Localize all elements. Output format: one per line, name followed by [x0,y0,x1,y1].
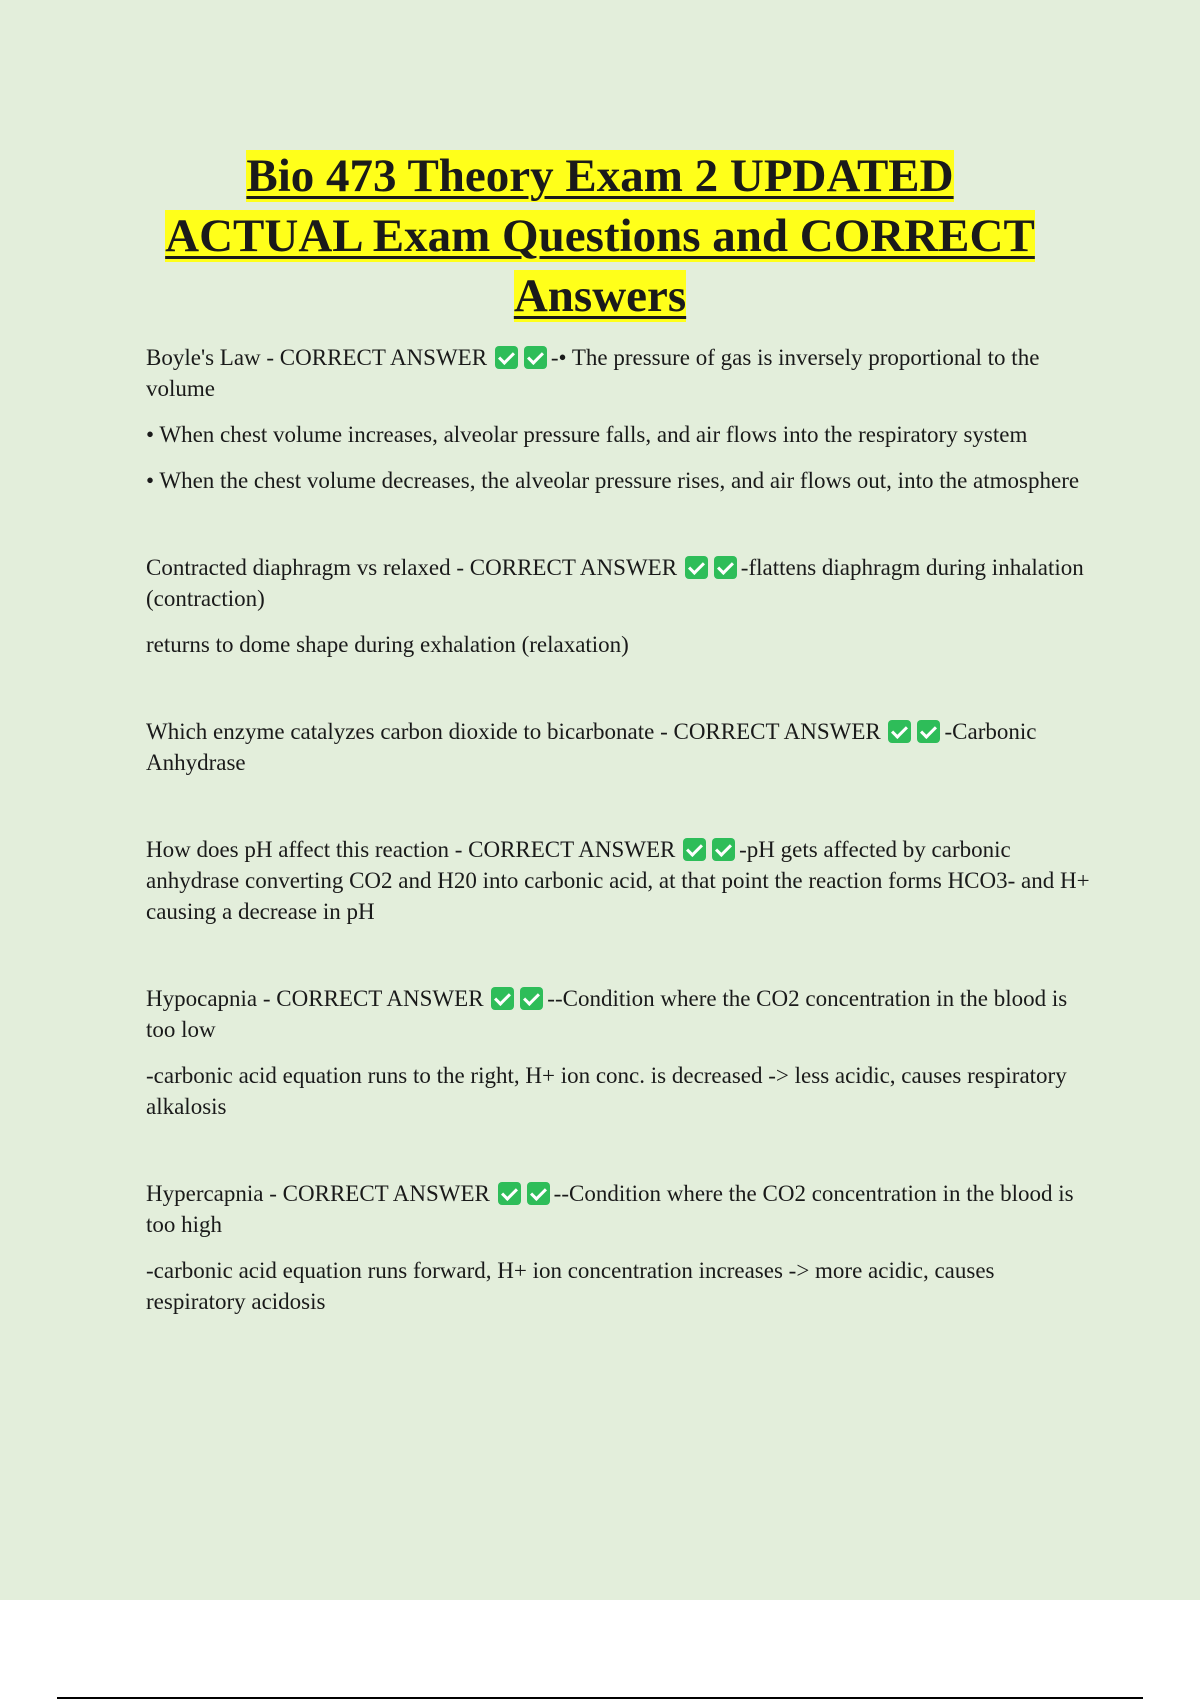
checkmark-icon [888,720,911,743]
title-line-1: Bio 473 Theory Exam 2 UPDATED [246,150,954,202]
checkmark-icon [917,720,940,743]
qa-entry [146,1178,1096,1240]
answer-text: -Carbonic Anhydrase [146,719,1037,775]
answer-detail: -carbonic acid equation runs to the right, H+ ion conc. is decreased -> less acidic, causes respiratory alkalosis [146,1063,1067,1119]
question-text: Which enzyme catalyzes carbon dioxide to bicarbonate - CORRECT ANSWER [146,719,881,744]
checkmark-icon [498,1182,521,1205]
qa-entry [146,716,1096,778]
qa-item [146,983,1096,1122]
title-line-3: Answers [513,270,687,322]
qa-entry [146,983,1096,1045]
checkmark-icon [495,346,518,369]
qa-item [146,552,1096,660]
checkmark-icon [524,346,547,369]
answer-text: --Condition where the CO2 concentration in the blood is too low [146,986,1068,1042]
qa-entry [146,834,1096,927]
qa-entry [146,552,1096,614]
checkmark-icon [714,556,737,579]
question-text: Contracted diaphragm vs relaxed - CORRECT ANSWER [146,555,678,580]
qa-entry [146,342,1096,404]
page-title [120,146,1080,326]
answer-detail: • When the chest volume decreases, the alveolar pressure rises, and air flows out, into the atmosphere [146,468,1080,493]
question-text: Hypocapnia - CORRECT ANSWER [146,986,484,1011]
qa-list [146,342,1096,1373]
question-text: Hypercapnia - CORRECT ANSWER [146,1181,490,1206]
title-line-2: ACTUAL Exam Questions and CORRECT [165,210,1035,262]
answer-detail: returns to dome shape during exhalation (relaxation) [146,632,629,657]
answer-text: -flattens diaphragm during inhalation (contraction) [146,555,1084,611]
answer-text: --Condition where the CO2 concentration in the blood is too high [146,1181,1074,1237]
answer-text: -• The pressure of gas is inversely proportional to the volume [146,345,1040,401]
answer-text: -pH gets affected by carbonic anhydrase converting CO2 and H20 into carbonic acid, at that point the reaction forms HCO3- and H+ causing a decrease in pH [146,837,1090,924]
answer-detail: -carbonic acid equation runs forward, H+ ion concentration increases -> more acidic, causes respiratory acidosis [146,1258,995,1314]
question-text: Boyle's Law - CORRECT ANSWER [146,345,488,370]
checkmark-icon [527,1182,550,1205]
checkmark-icon [712,838,735,861]
qa-item [146,716,1096,778]
qa-item [146,834,1096,927]
footer-divider [57,1697,1143,1699]
answer-detail: • When chest volume increases, alveolar pressure falls, and air flows into the respiratory system [146,422,1028,447]
checkmark-icon [491,987,514,1010]
question-text: How does pH affect this reaction - CORRECT ANSWER [146,837,676,862]
qa-item [146,1178,1096,1317]
qa-item [146,342,1096,496]
checkmark-icon [683,838,706,861]
checkmark-icon [685,556,708,579]
checkmark-icon [520,987,543,1010]
